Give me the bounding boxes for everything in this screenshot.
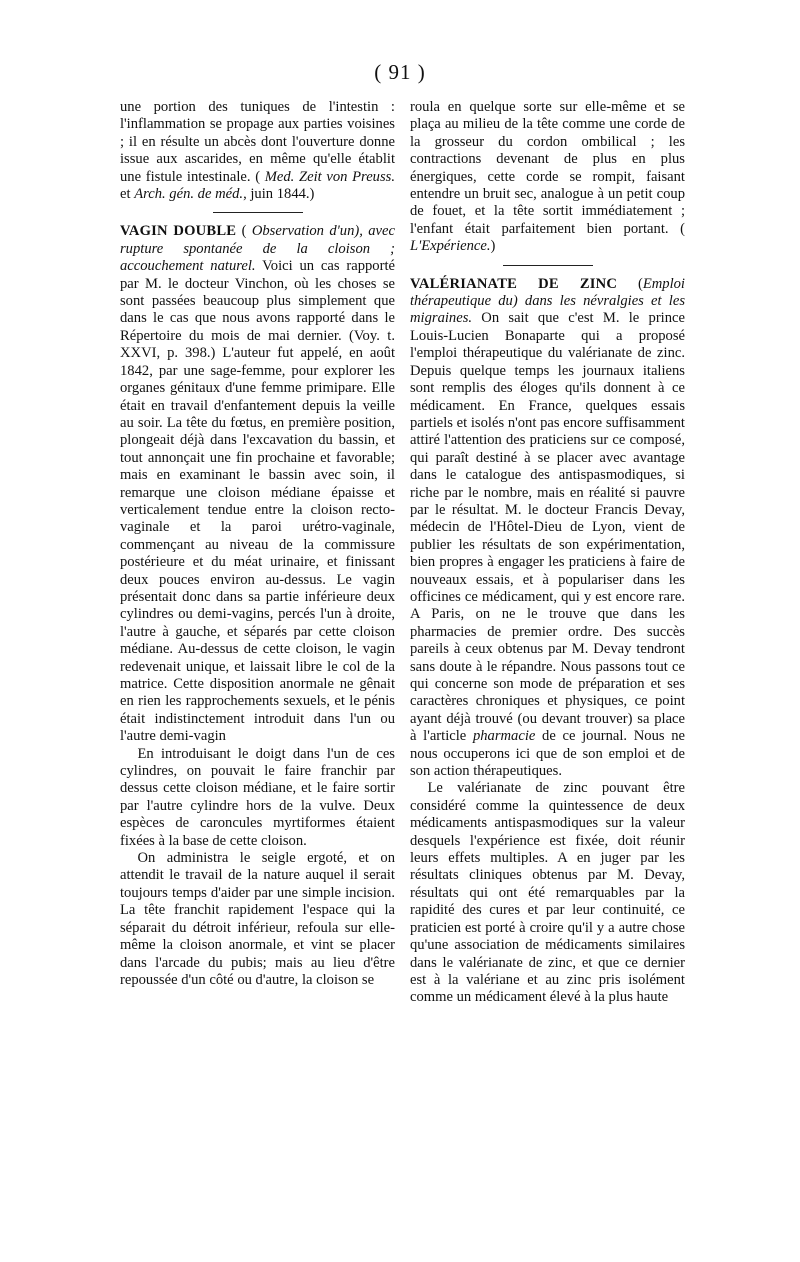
article-heading: VAGIN DOUBLE xyxy=(120,223,237,240)
section-divider xyxy=(503,265,593,266)
article-body: Voici un cas rapporté par M. le docteur Vinchon, où les choses se sont passées beaucoup plus simplement que dans le cas que nous avons rapporté dans le Répertoire du mois de mai dernier. (Voy. t. XXVI, p. 398.) L'auteur fut appelé, en août 1842, par une sage-femme, pour explorer les organes génitaux d'une femme primipare. Elle était en travail d'enfantement depuis la veille au soir. La tête du fœtus, en première position, plongeait déjà dans l'excavation du bassin, et tout annonçait une fin prochaine et favorable; mais en examinant le bassin avec soin, il remarque une cloison médiane épaisse et verticalement tendue entre la cloison recto-vaginale et la paroi urétro-vaginale, commençant au niveau de la commissure postérieure et du méat urinaire, et finissant deux pouces environ au-dessus. Le vagin présentait donc dans sa partie inférieure deux cylindres ou demi-vagins, percés l'un à droite, l'autre à gauche, et séparés par cette cloison médiane. Au-dessus de cette cloison, le vagin redevenait unique, et laissait libre le col de la matrice. Cette disposition anormale ne gênait en rien les rapprochements sexuels, et le pénis était indistinctement introduit dans l'un ou l'autre demi-vagin xyxy=(120,258,395,745)
paragraph-intestine-fistula xyxy=(120,99,395,203)
article-heading: VALÉRIANATE DE ZINC xyxy=(410,275,618,292)
article-body: de ce journal. Nous ne nous occuperons ici que de son emploi et de son action thérapeutiques. xyxy=(410,728,685,780)
article-body-italic: pharmacie xyxy=(472,728,536,745)
article-valerianate-zinc xyxy=(410,276,685,781)
citation-journal: Arch. gén. de méd. xyxy=(134,186,244,203)
article-body: On sait que c'est M. le prince Louis-Lucien Bonaparte qui a proposé l'emploi thérapeutique du valérianate de zinc. Depuis quelque temps les journaux italiens sont remplis des éloges qu'ils donnent à ce médicament. En France, quelques essais partiels et isolés n'ont pas encore suffisamment attiré l'attention des praticiens sur ce composé, qui paraît destiné à se placer avec avantage dans le catalogue des antispasmodiques, si riche par le nombre, mais en réalité si pauvre par le résultat. M. le docteur Francis Devay, médecin de l'Hôtel-Dieu de Lyon, vient de publier les résultats de son expérimentation, bien propres à engager les praticiens à faire de nouveaux essais, et à populariser dans les officines ce médicament, qui y est encore rare. A Paris, on ne le trouve que dans les pharmacies de premier ordre. Des succès pareils à ceux obtenus par M. Devay tendront sans doute à le répandre. Nous passons tout ce qui concerne son mode de préparation et ses caractères chroniques et physiques, ce point ayant déjà trouvé (ou devant trouver) sa place à l'article xyxy=(410,310,685,745)
citation-open: ( xyxy=(668,220,685,237)
paragraph: En introduisant le doigt dans l'un de ces cylindres, on pouvait le faire franchir par dessus cette cloison médiane, et le faire sortir par l'autre cylindre hors de la vulve. Deux espèces de caroncules myrtiformes étaient fixées à la base de cette cloison. xyxy=(120,745,395,849)
citation-journal: L'Expérience. xyxy=(410,238,491,255)
paragraph-text: roula en quelque sorte sur elle-même et se plaça au milieu de la tête comme une corde de la grosseur du cordon ombilical ; les contractions devenant de plus en plus énergiques, cette corde se rompit, faisant entendre un bruit sec, analogue à un petit coup de fouet, et la tête sortit immédiatement ; l'enfant était parfaitement bien portant. xyxy=(410,99,685,237)
section-divider xyxy=(213,212,303,213)
right-column xyxy=(410,99,685,1007)
paragraph-text: une portion des tuniques de l'intestin : l'inflammation se propage aux parties voisines ; il en résulte un abcès dont l'ouverture donne issue aux ascarides, en même qu'elle établit une fistule intestinale. xyxy=(120,99,395,185)
heading-paren: ( xyxy=(617,275,643,292)
paragraph: On administra le seigle ergoté, et on attendit le travail de la nature auquel il serait toujours temps d'aider par une simple incision. La tête franchit rapidement l'espace qui la séparait du détroit inférieur, refoula sur elle-même la cloison anormale, et vint se placer dans l'arcade du pubis; mais au lieu d'être repoussée d'un côté ou d'autre, la cloison se xyxy=(120,850,395,988)
left-column xyxy=(120,99,395,989)
citation-journal: Med. Zeit von Preuss. xyxy=(264,168,395,185)
paragraph: Le valérianate de zinc pouvant être considéré comme la quintessence de deux médicaments antispasmodiques sur la valeur desquels l'expérience est fixée, doit réunir leurs effets multiples. A en juger par les résultats cliniques obtenus par M. Devay, résultats qui ont été remarquables par la rapidité des cures et par leur continuité, ce praticien est porté à croire qu'il y a autre chose qu'une association de médicaments similaires dans le valérianate de zinc, et que ce dernier est à la valériane et au zinc pris isolément comme un médicament élevé à la plus haute xyxy=(410,780,685,1006)
citation-open: ( xyxy=(250,168,265,185)
article-subtitle: Emploi thérapeutique du) dans les névralgies et les migraines. xyxy=(410,275,685,327)
page-number: ( 91 ) xyxy=(374,60,426,84)
citation-date: , juin 1844.) xyxy=(243,186,315,203)
article-vagin-double xyxy=(120,223,395,745)
article-subtitle: Observation d'un), avec rupture spontanée de la cloison ; accouchement naturel. xyxy=(120,223,395,275)
paragraph-continuation xyxy=(410,99,685,256)
heading-paren: ( xyxy=(236,223,252,240)
citation-joiner: et xyxy=(120,186,135,203)
citation-close: ) xyxy=(490,238,496,255)
